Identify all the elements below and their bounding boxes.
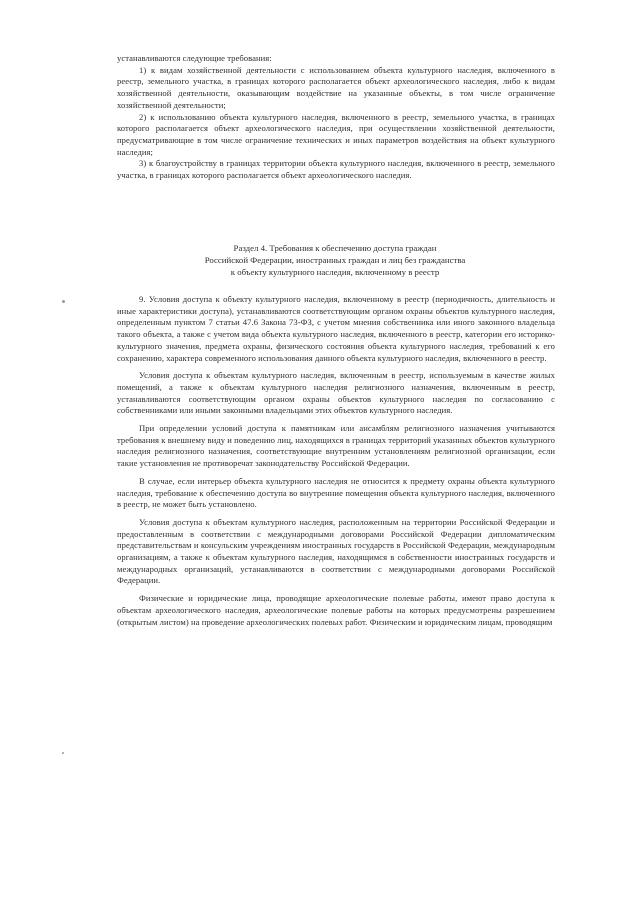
scan-speck	[62, 752, 64, 754]
paragraph-archaeological-access: Физические и юридические лица, проводящие археологические полевые работы, имеют право доступа к объектам археологического наследия, археологические полевые работы на которых предусмотрены разрешением (открытым листом) на проведение археологических полевых работ. Физическим и юридическим лицам, проводящим	[117, 593, 555, 627]
requirement-item-3: 3) к благоустройству в границах территории объекта культурного наследия, включенного в реестр, земельного участка, в границах которого располагается объект археологического наследия.	[117, 158, 555, 181]
intro-line: устанавливаются следующие требования:	[117, 53, 272, 63]
requirement-item-1: 1) к видам хозяйственной деятельности с использованием объекта культурного наследия, включенного в реестр, земельного участка, в границах которого располагается объект археологического наследия, либо к видам хозяйственной деятельности, оказывающим воздействие на указанные объекты, в том числе ограничение хозяйственной деятельности;	[117, 64, 555, 110]
body-text-block	[117, 294, 555, 628]
requirement-item-2: 2) к использованию объекта культурного наследия, включенного в реестр, земельного участка, в границах которого располагается объект археологического наследия, при осуществлении хозяйственной деятельности, предусматривающие в том числе ограничение технических и иных параметров воздействия на объект культурного наследия;	[117, 111, 555, 157]
paragraph-9: 9. Условия доступа к объекту культурного наследия, включенному в реестр (периодичность, длительность и иные характеристики доступа), устанавливаются соответствующим органом охраны объектов культурного наследия, определенным пунктом 7 статьи 47.6 Закона 73-ФЗ, с учетом мнения собственника или иного законного владельца такого объекта, а также с учетом вида объекта культурного наследия, включенного в реестр, категории его историко-культурного значения, предмета охраны, физического состояния объекта культурного наследия, требований к его сохранению, характера современного использования данного объекта культурного наследия, включенного в реестр.	[117, 294, 555, 363]
paragraph-residential-access: Условия доступа к объектам культурного наследия, включенным в реестр, используемым в качестве жилых помещений, а также к объектам культурного наследия религиозного назначения, включенным в реестр, устанавливаются соответствующим органом охраны объектов культурного наследия по согласованию с собственниками или иными законными владельцами этих объектов культурного наследия.	[117, 370, 555, 416]
scan-speck	[62, 300, 65, 303]
section-heading	[150, 243, 520, 278]
paragraph-religious-access: При определении условий доступа к памятникам или ансамблям религиозного назначения учитываются требования к внешнему виду и поведению лиц, находящихся в границах территорий указанных объектов культурного наследия религиозного назначения, соответствующие внутренним установлениям религиозной организации, если такие установления не противоречат законодательству Российской Федерации.	[117, 423, 555, 469]
paragraph-interior-access: В случае, если интерьер объекта культурного наследия не относится к предмету охраны объекта культурного наследия, требование к обеспечению доступа во внутренние помещения объекта культурного наследия, включенного в реестр, не может быть установлено.	[117, 475, 555, 510]
paragraph-diplomatic-access: Условия доступа к объектам культурного наследия, расположенным на территории Российской Федерации и предоставленным в соответствии с международными договорами Российской Федерации дипломатическим представительствам и консульским учреждениям иностранных государств в Российской Федерации, международным организациям, а также к объектам культурного наследия, находящимся в собственности иностранных государств и международных организаций, устанавливаются в соответствии с международными договорами Российской Федерации.	[117, 516, 555, 586]
section-heading-line-2: Российской Федерации, иностранных граждан и лиц без гражданства	[204, 254, 466, 265]
section-heading-line-3: к объекту культурного наследия, включенному в реестр	[230, 266, 440, 277]
top-text-block	[117, 53, 555, 182]
section-heading-line-1: Раздел 4. Требования к обеспечению доступа граждан	[233, 243, 437, 253]
